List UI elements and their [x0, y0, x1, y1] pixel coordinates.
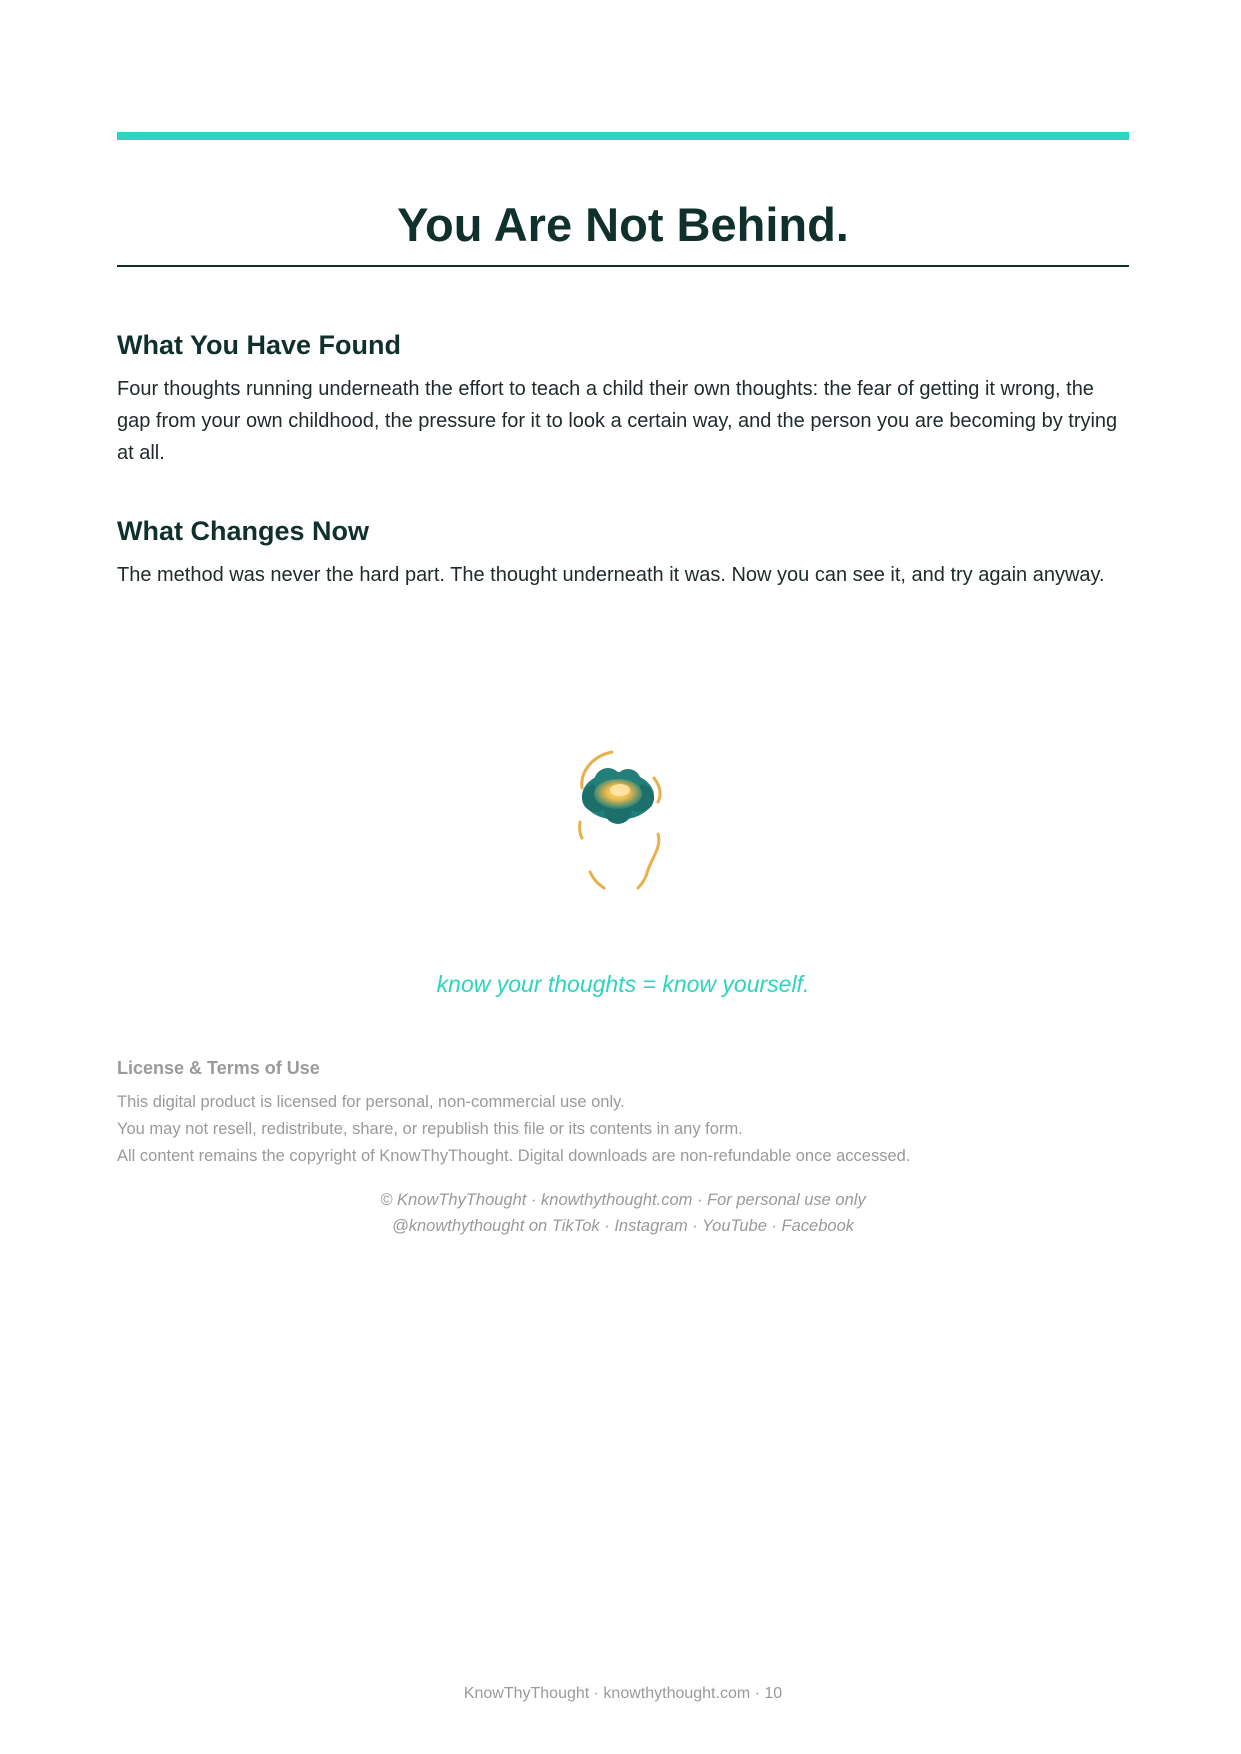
head-with-glowing-cloud-icon [562, 742, 682, 902]
license-block [117, 1055, 1129, 1170]
section-body: The method was never the hard part. The thought underneath it was. Now you can see it, and try again anyway. [117, 564, 1105, 586]
license-line: All content remains the copyright of KnowThyThought. Digital downloads are non-refundable once accessed. [117, 1147, 911, 1165]
license-line: You may not resell, redistribute, share, or republish this file or its contents in any form. [117, 1120, 743, 1138]
page-footer: KnowThyThought · knowthythought.com · 10 [463, 1685, 783, 1702]
title-underline [117, 265, 1129, 267]
top-accent-rule [117, 132, 1129, 140]
credits-block [117, 1187, 1129, 1239]
license-line: This digital product is licensed for personal, non-commercial use only. [117, 1093, 625, 1111]
section-heading: What Changes Now [117, 516, 370, 546]
section-heading: What You Have Found [117, 330, 402, 360]
credits-line: @knowthythought on TikTok · Instagram · YouTube · Facebook [391, 1217, 855, 1235]
license-heading: License & Terms of Use [117, 1058, 320, 1078]
page-title: You Are Not Behind. [397, 198, 849, 251]
credits-line: © KnowThyThought · knowthythought.com · For personal use only [380, 1191, 866, 1209]
section-what-you-have-found [117, 325, 1129, 469]
section-what-changes-now [117, 511, 1129, 591]
tagline: know your thoughts = know yourself. [436, 971, 810, 997]
section-body: Four thoughts running underneath the effort to teach a child their own thoughts: the fear of getting it wrong, the gap from your own childhood, the pressure for it to look a certain way, and the person you are becoming by trying at all. [117, 378, 1118, 464]
